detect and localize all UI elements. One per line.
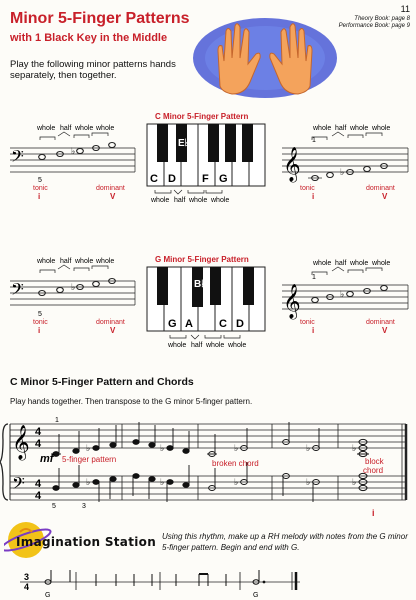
svg-text:half: half [60,125,72,132]
label-broken-chord: broken chord [212,459,259,468]
g-step-1: whole [168,342,187,348]
svg-text:whole: whole [75,125,94,132]
c-key-label-2: D [168,173,176,185]
g-black-key-label: B♭ [194,279,206,290]
svg-text:whole: whole [350,125,369,132]
c-right-tonic-numeral: i [312,192,315,201]
rhythm-line [0,568,416,600]
label-block-line-1: block [365,457,384,466]
chords-instruction: Play hands together. Then transpose to the G minor 5-finger pattern. [10,397,253,406]
bass-clef-icon: 𝄢 [12,475,25,497]
c-keyboard-title: C Minor 5-Finger Pattern [155,112,249,121]
svg-text:♭: ♭ [352,443,357,453]
g-minor-treble-staff [282,260,408,320]
svg-text:half: half [335,125,347,132]
g-left-tonic-numeral: i [38,326,41,335]
svg-text:whole: whole [372,260,391,267]
g-right-tonic: tonic [300,319,315,326]
svg-text:half: half [335,260,347,267]
c-left-tonic: tonic [33,185,48,192]
label-block-line-2: chord [363,466,384,475]
c-step-4: whole [211,197,230,204]
c-minor-section [0,110,416,205]
g-key-label-4: D [236,318,244,330]
treble-clef-icon: 𝄞 [283,285,301,318]
svg-text:♭: ♭ [234,477,239,487]
svg-text:whole: whole [37,258,56,265]
imagination-title: Imagination Station [16,535,157,549]
c-step-1: whole [151,197,170,204]
instruction-text: Play the following minor patterns hands separately, then together. [10,59,176,81]
g-minor-bass-staff [10,258,135,305]
c-black-key-label: E♭ [178,138,190,149]
svg-text:whole: whole [75,258,94,265]
svg-text:whole: whole [96,258,115,265]
svg-text:♭: ♭ [71,282,76,292]
svg-text:♭: ♭ [86,477,91,487]
svg-text:♭: ♭ [340,289,345,299]
c-minor-treble-staff [282,125,408,183]
c-left-dominant-numeral: V [110,192,116,201]
svg-text:♭: ♭ [352,477,357,487]
g-key-label-1: G [168,318,177,330]
treble-clef-icon: 𝄞 [12,426,30,459]
c-right-finger: 1 [312,137,316,144]
svg-text:♭: ♭ [340,167,345,177]
rhythm-start-note: G [45,592,51,599]
g-right-dominant: dominant [366,319,395,326]
svg-text:♭: ♭ [306,443,311,453]
c-key-label-4: G [219,173,228,185]
bass-clef-icon: 𝄢 [11,281,24,303]
c-left-dominant: dominant [96,185,125,192]
theory-book-ref: Theory Book: page 8 [354,16,410,22]
svg-text:♭: ♭ [160,477,165,487]
g-step-3: whole [206,342,225,348]
dynamic-mf: mf [40,453,54,465]
page-title: Minor 5-Finger Patterns [10,10,190,27]
svg-text:♭: ♭ [86,443,91,453]
imagination-text: Using this rhythm, make up a RH melody with notes from the G minor 5-finger pattern. Begin and end with G. [162,532,408,552]
g-step-4: whole [228,342,247,348]
g-key-label-2: A [185,318,193,330]
c-key-label-3: F [202,173,209,185]
brace-icon [0,424,8,500]
c-right-tonic: tonic [300,185,315,192]
page-subtitle: with 1 Black Key in the Middle [10,32,168,44]
c-step-2: half [174,197,186,204]
g-key-label-3: C [219,318,227,330]
g-step-2: half [191,342,203,348]
label-5-finger-pattern: 5-finger pattern [62,455,117,464]
bass-clef-icon: 𝄢 [11,148,24,170]
lh-finger-3: 3 [82,503,86,510]
g-minor-section [0,253,416,348]
page-number: 11 [400,4,410,14]
svg-text:whole: whole [37,125,56,132]
c-key-label-1: C [150,173,158,185]
rhythm-time-top: 3 [24,572,30,582]
g-left-dominant: dominant [96,319,125,326]
lh-finger-5: 5 [52,503,56,510]
svg-text:♭: ♭ [234,443,239,453]
c-right-dominant-numeral: V [382,192,388,201]
time-sig-bottom-treble: 4 [35,438,42,450]
rhythm-time-bottom: 4 [24,582,30,592]
svg-text:whole: whole [372,125,391,132]
c-right-dominant: dominant [366,185,395,192]
g-left-finger: 5 [38,311,42,318]
performance-book-ref: Performance Book: page 9 [338,23,410,29]
c-step-3: whole [189,197,208,204]
c-left-tonic-numeral: i [38,192,41,201]
chords-heading: C Minor 5-Finger Pattern and Chords [10,376,194,388]
svg-text:♭: ♭ [71,146,76,156]
chord-numeral: i [372,508,375,518]
g-keyboard-title: G Minor 5-Finger Pattern [155,255,249,264]
time-sig-top-bass: 4 [35,478,42,490]
svg-text:whole: whole [96,125,115,132]
g-right-dominant-numeral: V [382,326,388,335]
g-minor-keyboard [147,267,265,331]
rhythm-end-note: G [253,592,259,599]
time-sig-top-treble: 4 [35,426,42,438]
hands-illustration [190,6,340,101]
g-left-tonic: tonic [33,319,48,326]
treble-clef-icon: 𝄞 [283,148,301,181]
svg-text:♭: ♭ [306,477,311,487]
svg-text:half: half [60,258,72,265]
grand-staff [0,410,416,520]
time-sig-bottom-bass: 4 [35,490,42,502]
c-minor-bass-staff [10,125,135,172]
svg-text:whole: whole [350,260,369,267]
c-left-finger: 5 [38,177,42,184]
g-right-finger: 1 [312,274,316,281]
rh-finger: 1 [55,417,59,424]
svg-text:whole: whole [313,260,332,267]
g-left-dominant-numeral: V [110,326,116,335]
svg-text:whole: whole [313,125,332,132]
svg-text:♭: ♭ [160,443,165,453]
g-right-tonic-numeral: i [312,326,315,335]
